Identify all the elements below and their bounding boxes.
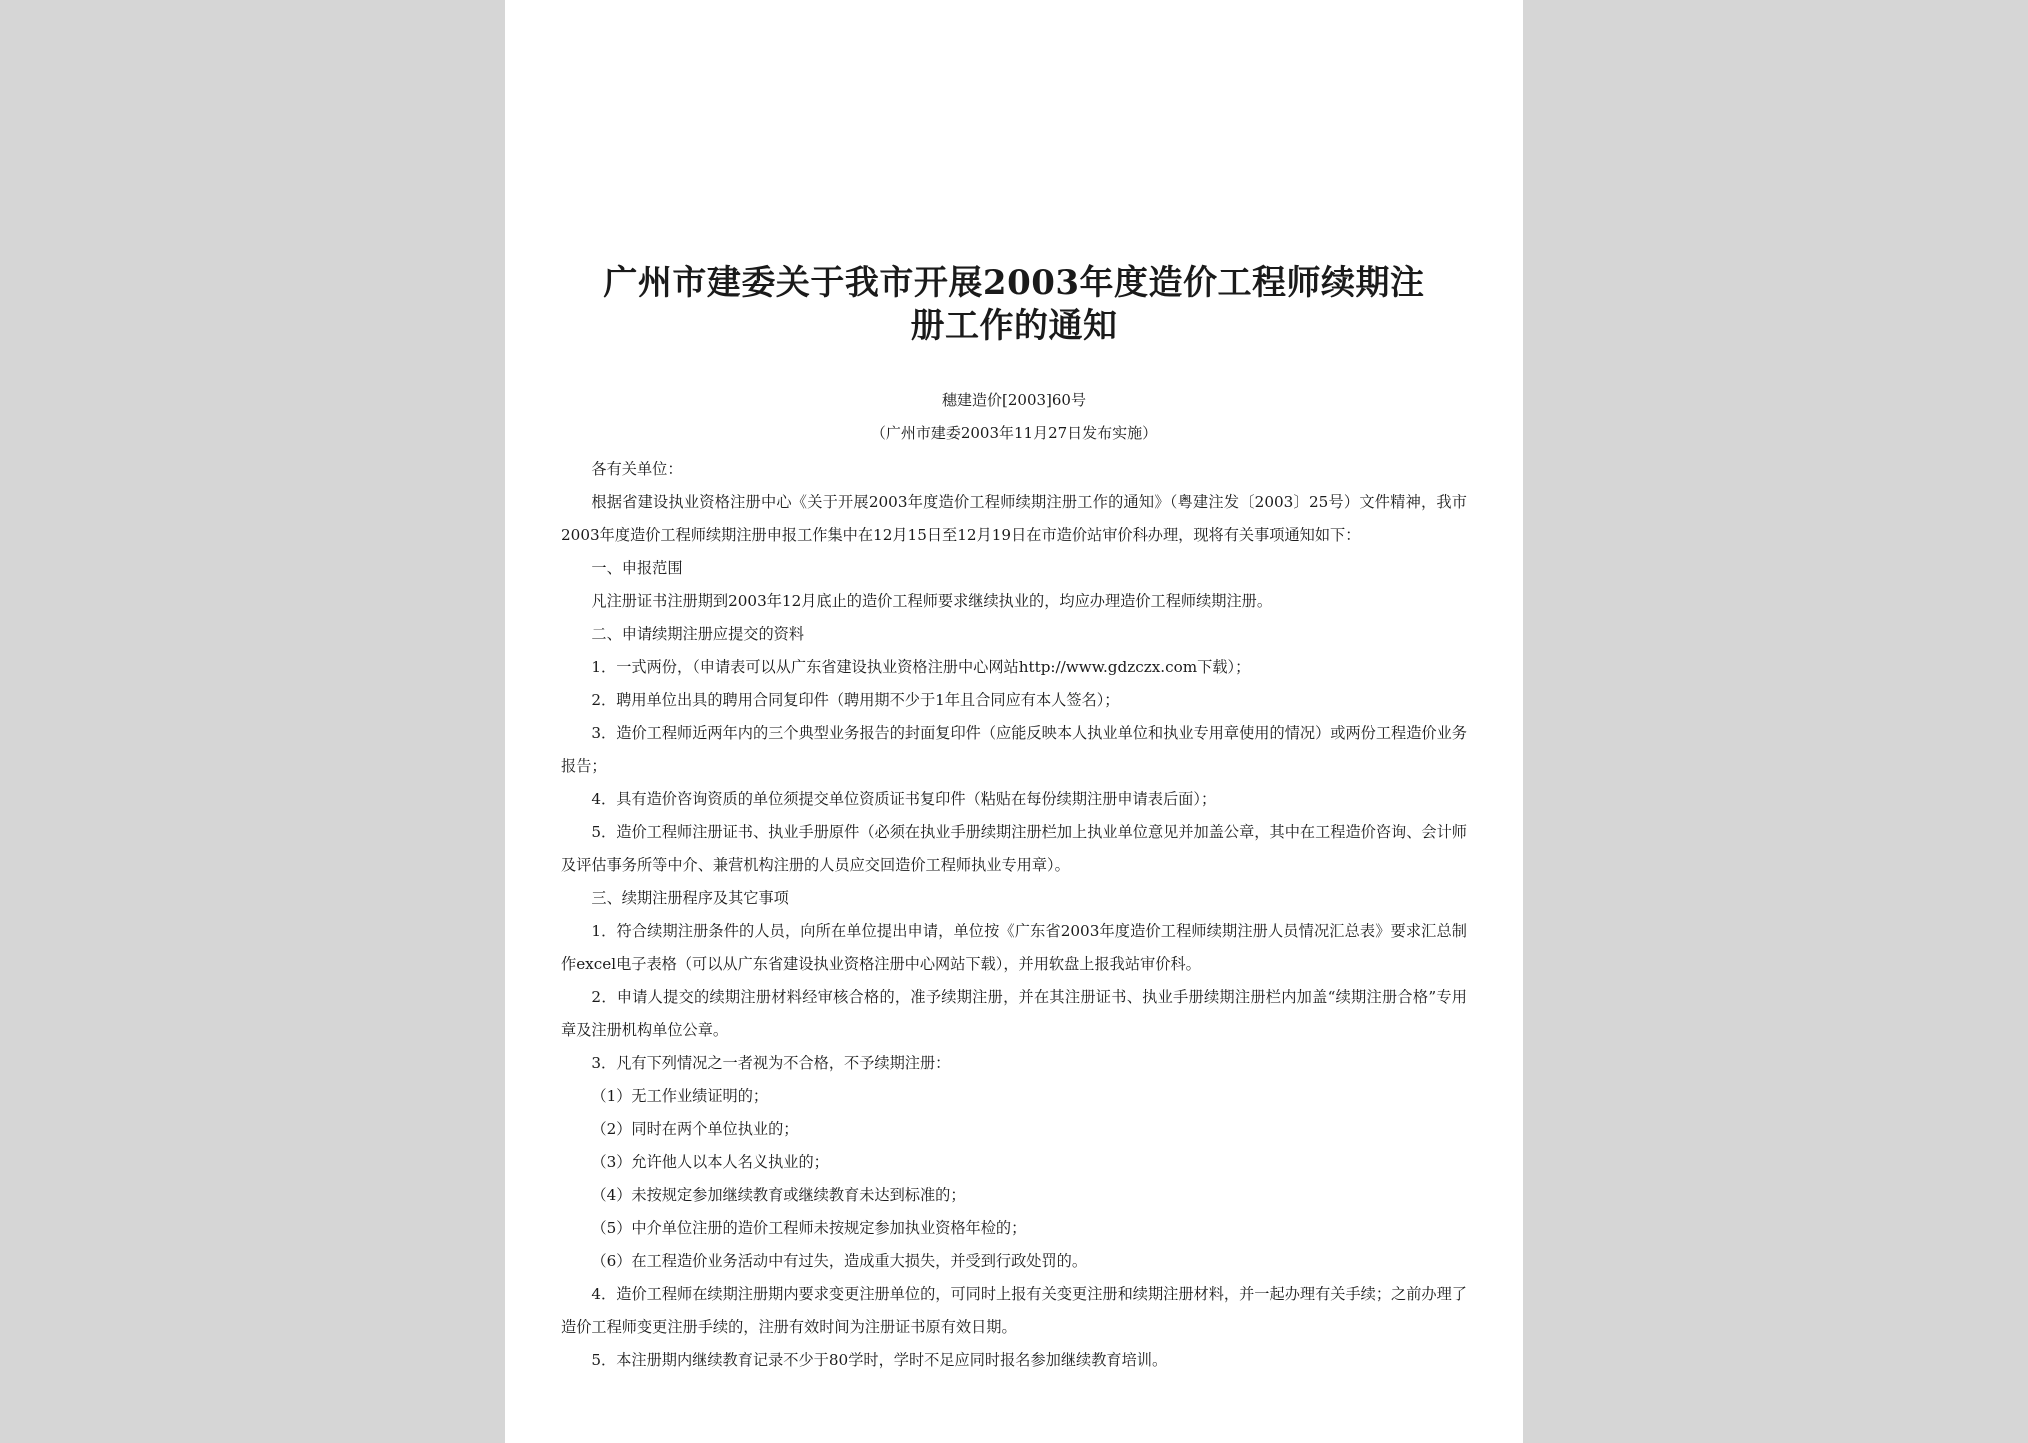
sub-list-item: （1）无工作业绩证明的； [591, 1087, 769, 1105]
section-heading-procedure: 三、续期注册程序及其它事项 [591, 889, 789, 907]
issued-note: （广州市建委2003年11月27日发布实施） [870, 424, 1158, 442]
body-paragraph: 凡注册证书注册期到2003年12月底止的造价工程师要求继续执业的，均应办理造价工程师续期注册。 [591, 592, 1273, 610]
sub-list-item: （2）同时在两个单位执业的； [591, 1120, 799, 1138]
list-item: 4．造价工程师在续期注册期内要求变更注册单位的，可同时上报有关变更注册和续期注册材料，并一起办理有关手续；之前办理了造价工程师变更注册手续的，注册有效时间为注册证书原有效日期。 [561, 1285, 1467, 1336]
section-heading-materials: 二、申请续期注册应提交的资料 [591, 625, 805, 643]
document-body [561, 453, 1467, 1377]
sub-list-item: （5）中介单位注册的造价工程师未按规定参加执业资格年检的； [591, 1219, 1027, 1237]
document-number: 穗建造价[2003]60号 [942, 391, 1086, 409]
list-item: 3．造价工程师近两年内的三个典型业务报告的封面复印件（应能反映本人执业单位和执业专用章使用的情况）或两份工程造价业务报告； [561, 724, 1467, 775]
list-item: 5．造价工程师注册证书、执业手册原件（必须在执业手册续期注册栏加上执业单位意见并加盖公章，其中在工程造价咨询、会计师及评估事务所等中介、兼营机构注册的人员应交回造价工程师执业专用章）。 [561, 823, 1467, 874]
sub-list-item: （4）未按规定参加继续教育或继续教育未达到标准的； [591, 1186, 966, 1204]
document-title [585, 262, 1443, 348]
section-heading-scope: 一、申报范围 [591, 559, 683, 577]
list-item: 2．申请人提交的续期注册材料经审核合格的，准予续期注册，并在其注册证书、执业手册续期注册栏内加盖“续期注册合格”专用章及注册机构单位公章。 [561, 988, 1467, 1039]
sub-list-item: （3）允许他人以本人名义执业的； [591, 1153, 829, 1171]
title-line-1: 广州市建委关于我市开展2003年度造价工程师续期注 [603, 263, 1425, 303]
list-item: 3．凡有下列情况之一者视为不合格，不予续期注册： [591, 1054, 951, 1072]
list-item: 2．聘用单位出具的聘用合同复印件（聘用期不少于1年且合同应有本人签名）； [591, 691, 1120, 709]
list-item: 5．本注册期内继续教育记录不少于80学时，学时不足应同时报名参加继续教育培训。 [591, 1351, 1168, 1369]
list-item: 1．符合续期注册条件的人员，向所在单位提出申请，单位按《广东省2003年度造价工程师续期注册人员情况汇总表》要求汇总制作excel电子表格（可以从广东省建设执业资格注册中心网站下载），并用软盘上报我站审价科。 [561, 922, 1467, 973]
title-line-2: 册工作的通知 [910, 306, 1118, 346]
document-page [505, 0, 1523, 1443]
salutation: 各有关单位： [591, 460, 683, 478]
sub-list-item: （6）在工程造价业务活动中有过失，造成重大损失，并受到行政处罚的。 [591, 1252, 1088, 1270]
list-item: 1．一式两份，（申请表可以从广东省建设执业资格注册中心网站http://www.gdzczx.com下载）； [591, 658, 1251, 676]
list-item: 4．具有造价咨询资质的单位须提交单位资质证书复印件（粘贴在每份续期注册申请表后面）； [591, 790, 1217, 808]
intro-paragraph: 根据省建设执业资格注册中心《关于开展2003年度造价工程师续期注册工作的通知》（粤建注发〔2003〕25号）文件精神，我市2003年度造价工程师续期注册申报工作集中在12月15日至12月19日在市造价站审价科办理，现将有关事项通知如下： [561, 493, 1467, 544]
